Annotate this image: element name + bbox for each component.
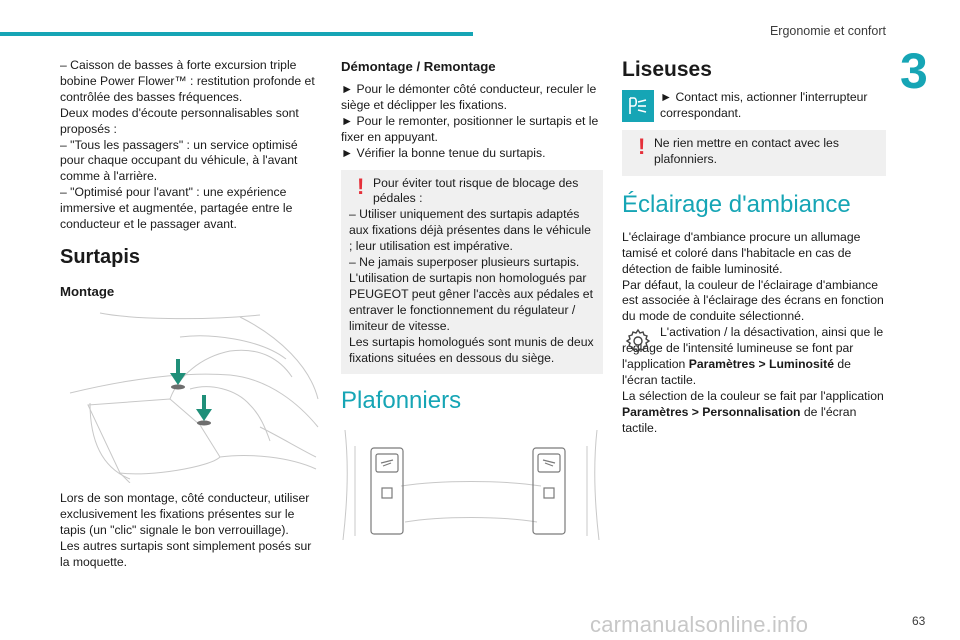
step-line: ► Pour le remonter, positionner le surtapis et le fixer en appuyant. bbox=[341, 113, 599, 144]
settings-tip-text-a: L'activation / la désactivation, ainsi que le réglage de l'intensité lumineuse se font par l'application bbox=[622, 325, 884, 372]
ceiling-lights-illustration bbox=[341, 426, 603, 542]
column-2 bbox=[341, 58, 603, 542]
column-1 bbox=[60, 58, 322, 571]
intro-line: Deux modes d'écoute personnalisables sont proposés : bbox=[60, 105, 299, 136]
settings-path-luminosite: Paramètres > Luminosité bbox=[688, 357, 834, 372]
column-3 bbox=[622, 58, 886, 437]
chapter-number: 3 bbox=[900, 43, 928, 99]
settings-path-personnalisation: Paramètres > Personnalisation bbox=[622, 404, 801, 419]
liseuses-tip-text: ► Contact mis, actionner l'interrupteur correspondant. bbox=[660, 90, 868, 120]
warning-line: – Ne jamais superposer plusieurs surtapis. bbox=[349, 255, 580, 270]
section-title-plafonniers: Plafonniers bbox=[341, 387, 462, 415]
color-selection-text-a: La sélection de la couleur se fait par l'application bbox=[622, 388, 884, 403]
warning-line: L'utilisation de surtapis non homologués par PEUGEOT peut gêner l'accès aux pédales et entraver le fonctionnement du régulateur / limiteur de vitesse. bbox=[349, 270, 593, 333]
warning-text: Ne rien mettre en contact avec les plafonniers. bbox=[654, 136, 839, 166]
floor-mat-illustration bbox=[60, 307, 322, 483]
gear-icon bbox=[622, 325, 654, 357]
subtitle-montage: Montage bbox=[60, 283, 115, 299]
intro-line: – "Optimisé pour l'avant" : une expérience immersive et augmentée, partagée entre le conducteur et le passager avant. bbox=[60, 185, 293, 232]
section-title-surtapis: Surtapis bbox=[60, 245, 141, 268]
warning-box-plafonniers bbox=[622, 130, 886, 176]
warning-exclamation-icon: ! bbox=[638, 134, 646, 159]
color-selection-text-b: de l'écran tactile. bbox=[622, 404, 857, 435]
montage-line: Les autres surtapis sont simplement posés sur la moquette. bbox=[60, 538, 312, 569]
reading-light-icon bbox=[622, 90, 654, 122]
montage-line: Lors de son montage, côté conducteur, utiliser exclusivement les fixations présentes sur le tapis (un "clic" signale le bon verrouillage). bbox=[60, 490, 310, 537]
intro-line: – Caisson de basses à forte excursion triple bobine Power Flower™ : restitution profonde et contrôlée des basses fréquences. bbox=[60, 58, 315, 104]
running-header-title: Ergonomie et confort bbox=[769, 24, 886, 38]
subtitle-demontage: Démontage / Remontage bbox=[341, 59, 496, 74]
step-line: ► Vérifier la bonne tenue du surtapis. bbox=[341, 145, 546, 160]
intro-line: – "Tous les passagers" : un service optimisé pour chaque occupant du véhicule, à l'avant comme à l'arrière. bbox=[60, 137, 298, 184]
section-title-eclairage: Éclairage d'ambiance bbox=[622, 190, 851, 218]
watermark: carmanualsonline.info bbox=[590, 612, 809, 637]
warning-line: – Utiliser uniquement des surtapis adaptés aux fixations déjà présentes dans le véhicule ; leur utilisation est impérative. bbox=[349, 207, 591, 254]
step-line: ► Pour le démonter côté conducteur, reculer le siège et déclipper les fixations. bbox=[341, 82, 597, 112]
warning-exclamation-icon: ! bbox=[357, 173, 365, 199]
settings-tip bbox=[622, 325, 886, 389]
eclairage-para: Par défaut, la couleur de l'éclairage d'ambiance est associée à l'éclairage des écrans en fonction du mode de conduite sélectionné. bbox=[622, 277, 884, 324]
settings-tip-text-b: de l'écran tactile. bbox=[622, 357, 851, 387]
warning-line: Les surtapis homologués sont munis de deux fixations situées en dessous du siège. bbox=[349, 334, 594, 365]
section-title-liseuses: Liseuses bbox=[622, 58, 712, 81]
warning-box-surtapis bbox=[341, 170, 603, 375]
header-accent-bar bbox=[0, 32, 473, 36]
liseuses-tip bbox=[622, 90, 886, 122]
warning-line: Pour éviter tout risque de blocage des pédales : bbox=[373, 175, 579, 206]
eclairage-para: L'éclairage d'ambiance procure un allumage tamisé et coloré dans l'habitacle en cas de détection de faible luminosité. bbox=[622, 229, 861, 276]
settings-tip-text bbox=[622, 325, 886, 389]
color-selection-para bbox=[622, 389, 886, 437]
page-number: 63 bbox=[912, 614, 926, 628]
